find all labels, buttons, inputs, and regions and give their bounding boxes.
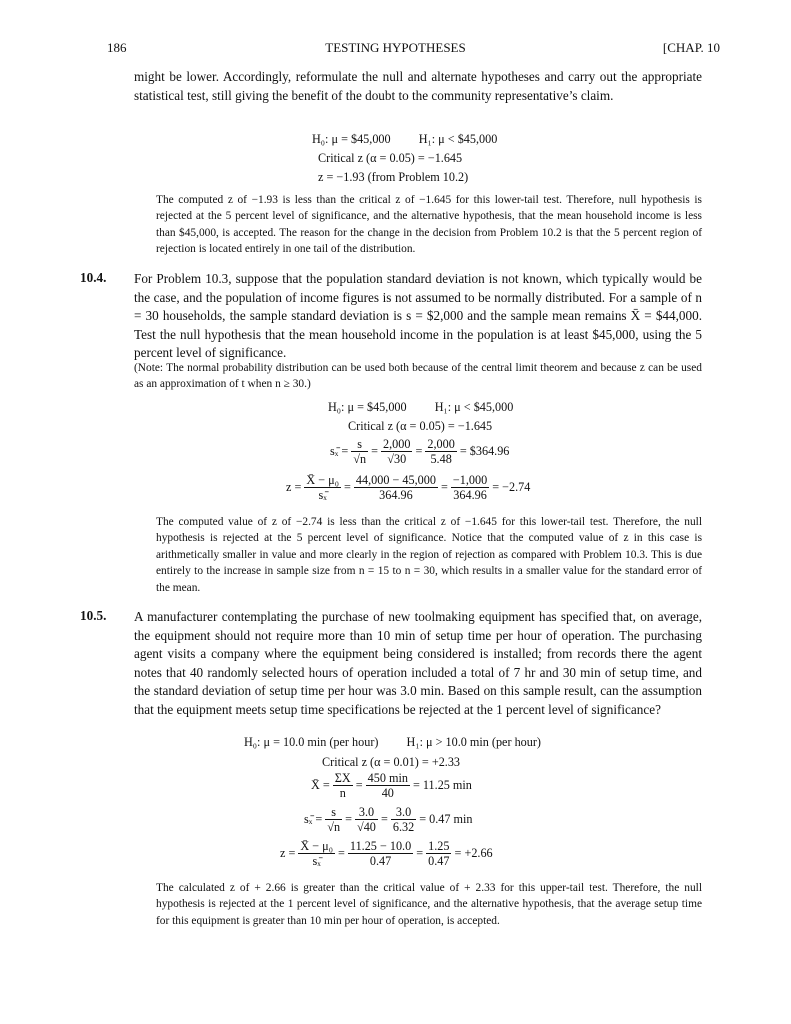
- p104-statement: For Problem 10.3, suppose that the population standard deviation is not known, which typically would be the case, and the population of income figures is not assumed to be normally distributed. For a sample of n = 30 households, the sample standard deviation is s = $2,000 and the sample mean remains X̄ = $44,000. Test the null hypothesis that the mean household income in the population is at least $45,000, using the 5 percent level of significance.: [134, 271, 702, 360]
- p105-statement: A manufacturer contemplating the purchase of new toolmaking equipment has specified that, on average, the equipment should not require more than 10 min of setup time per hour of operation. The purchasing agent visits a company where the equipment being considered is installed; from records there the agent notes that 40 randomly selected hours of operation included a total of 7 hr and 30 min of setup time, and the standard deviation of setup time per hour was 3.0 min. Based on this sample result, can the assumption that the equipment meets setup time specifications be rejected at the 1 percent level of significance?: [134, 609, 702, 717]
- p105-conclusion: The calculated z of + 2.66 is greater than the critical value of + 2.33 for this upper-tail test. Therefore, the null hypothesis is rejected at the 1 percent level of significance, and the alternative hypothesis, that the average setup time for this equipment is greater than 10 min per hour of operation, is accepted.: [156, 882, 702, 927]
- p105-standard-error: sₓ̄ = $\frac{s}{√n}$ = $\frac{3.0}{√40}$ = $\frac{3.0}{6.32}$ = 0.47 min: [304, 805, 473, 834]
- p105-z-frac2: $\frac{11.25 - 10.0}{0.47}$: [349, 839, 412, 868]
- p105-mean-result: = 11.25 min: [413, 778, 472, 792]
- problem-number-10-4: 10.4.: [80, 270, 107, 285]
- p105-se-frac3: $\frac{3.0}{6.32}$: [392, 805, 415, 834]
- p104-se-frac1: $\frac{s}{√n}$: [353, 437, 367, 466]
- p105-mean-frac1: $\frac{\Sigma X}{n}$: [334, 771, 351, 800]
- page-number: 186: [107, 40, 127, 55]
- p104-z-lhs: z =: [286, 480, 302, 494]
- p105-z-frac1: $\frac{\text{X̄ − μ₀}}{\text{sₓ̄}}$: [300, 839, 333, 868]
- p104-z-frac1: $\frac{\text{X̄ − μ₀}}{\text{sₓ̄}}$: [306, 473, 339, 502]
- p105-z-result: = +2.66: [454, 846, 493, 860]
- p105-h0: H₀: μ = 10.0 min (per hour): [244, 735, 379, 749]
- p104-z-frac3: $\frac{-1,000}{364.96}$: [452, 473, 488, 502]
- p105-hypotheses: [244, 735, 541, 750]
- p104-h1: H₁: μ < $45,000: [434, 400, 514, 414]
- p104-z-frac2: $\frac{44,000 - 45,000}{364.96}$: [355, 473, 436, 502]
- running-title: TESTING HYPOTHESES: [325, 40, 466, 55]
- p103-critical: Critical z (α = 0.05) = −1.645: [318, 151, 463, 165]
- p104-se-frac3: $\frac{2,000}{5.48}$: [427, 437, 455, 466]
- p104-se-result: = $364.96: [459, 444, 510, 458]
- p104-note: (Note: The normal probability distribution can be used both because of the central limit theorem and because z can be used as an approximation of t when n ≥ 30.): [134, 362, 702, 391]
- p103-h0: H₀: μ = $45,000: [312, 132, 391, 146]
- p105-se-result: = 0.47 min: [419, 812, 473, 826]
- p104-h0: H₀: μ = $45,000: [328, 400, 407, 414]
- p105-se-frac1: $\frac{s}{√n}$: [327, 805, 341, 834]
- p104-z-calculation: z = $\frac{\text{X̄ − μ₀}}{\text{sₓ̄}}$ = $\frac{44,000 - 45,000}{364.96}$ = $\frac{-1,000}{364.96}$ = −2.74: [286, 473, 531, 502]
- p104-se-frac2: $\frac{2,000}{√30}$: [383, 437, 411, 466]
- p104-hypotheses: [328, 400, 513, 415]
- chapter-label: [CHAP. 10: [662, 40, 720, 55]
- p104-z-result: = −2.74: [492, 480, 531, 494]
- p105-h1: H₁: μ > 10.0 min (per hour): [406, 735, 541, 749]
- p103-z: z = −1.93 (from Problem 10.2): [318, 170, 469, 184]
- p105-mean-frac2: $\frac{450 \min}{40}$: [367, 771, 408, 800]
- p105-z-lhs: z =: [280, 846, 296, 860]
- p103-hypotheses: [312, 132, 497, 147]
- p105-z-frac3: $\frac{1.25}{0.47}$: [428, 839, 450, 868]
- p104-conclusion: The computed value of z of −2.74 is less than the critical z of −1.645 for this lower-tail test. Therefore, the null hypothesis is rejected at the 5 percent level of significance. Notice that the computed value of z in this case is arithmetically smaller in value and more clearly in the region of rejection as compared with Problem 10.3. This is due entirely to the increase in sample size from n = 15 to n = 30, which results in a smaller value for the standard error of the mean.: [156, 516, 702, 594]
- p103-conclusion: The computed z of −1.93 is less than the critical z of −1.645 for this lower-tail test. Therefore, null hypothesis is rejected at the 5 percent level of significance, and the alternative hypothesis, that the mean household income is less than $45,000, is accepted. The reason for the change in the decision from Problem 10.2 is that the 5 percent region of rejection is located entirely in one tail of the distribution.: [156, 194, 702, 256]
- problem-number-10-5: 10.5.: [80, 608, 107, 623]
- p104-critical: Critical z (α = 0.05) = −1.645: [348, 419, 493, 433]
- p104-se-lhs: sₓ̄ =: [330, 444, 349, 458]
- p103-h1: H₁: μ < $45,000: [418, 132, 498, 146]
- intro-paragraph: might be lower. Accordingly, reformulate the null and alternate hypotheses and carry out the appropriate statistical test, still giving the benefit of the doubt to the community representative’s claim.: [134, 69, 702, 103]
- p105-critical: Critical z (α = 0.01) = +2.33: [322, 755, 461, 769]
- p105-z-calculation: z = $\frac{\text{X̄ − μ₀}}{\text{sₓ̄}}$ = $\frac{11.25 - 10.0}{0.47}$ = $\frac{1.25}{0.47}$ = +2.66: [280, 839, 493, 868]
- p105-se-frac2: $\frac{3.0}{√40}$: [357, 805, 376, 834]
- p105-sample-mean: X̄ = $\frac{\Sigma X}{n}$ = $\frac{450 \min}{40}$ = 11.25 min: [311, 771, 472, 800]
- p105-mean-lhs: X̄ =: [311, 778, 330, 792]
- p104-standard-error: sₓ̄ = $\frac{s}{√n}$ = $\frac{2,000}{√30}$ = $\frac{2,000}{5.48}$ = $364.96: [330, 437, 510, 466]
- p105-se-lhs: sₓ̄ =: [304, 812, 323, 826]
